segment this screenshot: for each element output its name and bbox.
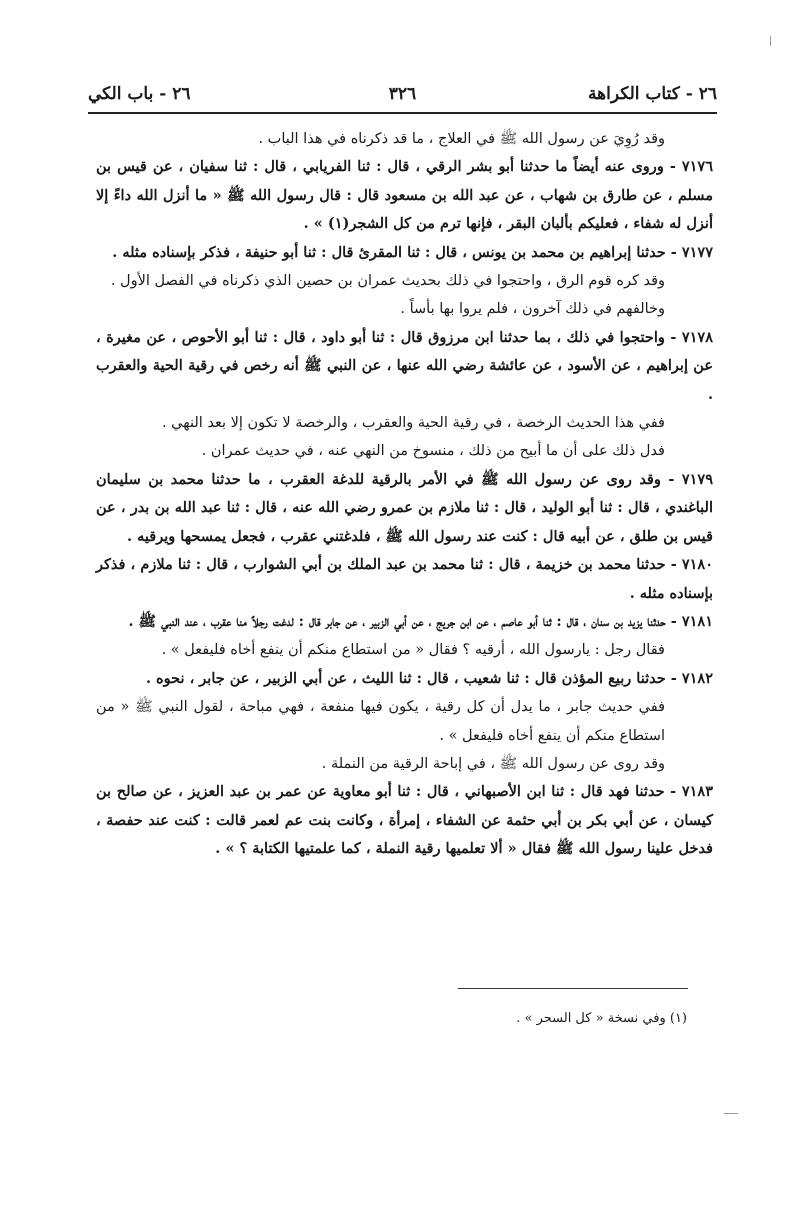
paragraph: وقد رُوِيَ عن رسول الله ﷺ في العلاج ، ما قد ذكرناه في هذا الباب . [258,131,665,147]
paragraph: وقد روى عن رسول الله ﷺ ، في إباحة الرقية من النملة . [321,755,665,772]
paragraph: فدل ذلك على أن ما أبيح من ذلك ، منسوخ من النهي عنه ، في حديث عمران . [201,443,665,460]
hadith-paragraph: ٧١٨١ - حدثنا يزيد بن سنان ، قال : ثنا أبو عاصم ، عن ابن جريج ، عن أبي الزبير ، عن جابر قال : لدغت رجلاً منا عقرب ، عند النبي ﷺ . [128,612,713,630]
footnote: (١) وفي نسخة « كل السحر » . [516,1011,687,1026]
header-chapter-title: ٢٦ - باب الكي [88,84,191,104]
margin-mark [770,36,773,46]
hadith-paragraph: ٧١٧٨ - واحتجوا في ذلك ، بما حدثنا ابن مرزوق قال : ثنا أبو داود ، قال : ثنا أبو الأحوص ، عن مغيرة ، عن إبراهيم ، عن الأسود ، عن عائشة رضي الله عنها ، عن النبي ﷺ أنه رخص في رقية الحية والعقرب . [96,328,713,403]
paragraph: ففي هذا الحديث الرخصة ، في رقية الحية والعقرب ، والرخصة لا تكون إلا بعد النهي . [161,415,665,432]
hadith-paragraph: ٧١٧٦ - وروى عنه أيضاً ما حدثنا أبو بشر الرقي ، قال : ثنا الفريابي ، قال : ثنا سفيان ، عن قيس بن مسلم ، عن طارق بن شهاب ، عن عبد الله بن مسعود قال : قال رسول الله ﷺ « ما أنزل الله داءً إلا أنزل له شفاء ، فعليكم بألبان البقر ، فإنها ترم من كل الشجر(١) » . [96,158,713,233]
footnote-rule [458,988,688,989]
hadith-paragraph: ٧١٨٢ - حدثنا ربيع المؤذن قال : ثنا شعيب ، قال : ثنا الليث ، عن أبي الزبير ، عن جابر ، نحوه . [145,669,713,687]
paragraph: ففي حديث جابر ، ما يدل أن كل رقية ، يكون فيها منفعة ، فهي مباحة ، لقول النبي ﷺ « من استطاع منكم أن ينفع أخاه فليفعل » . [96,699,665,744]
paragraph: وخالفهم في ذلك آخرون ، فلم يروا بها بأساً . [400,301,665,318]
header-book-title: ٢٦ - كتاب الكراهة [588,84,717,104]
hadith-paragraph: ٧١٧٩ - وقد روى عن رسول الله ﷺ في الأمر بالرقية للدغة العقرب ، ما حدثنا محمد بن سليمان الباغندي ، قال : ثنا أبو الوليد ، قال : ثنا ملازم بن عمرو رضي الله عنه ، قال : ثنا عبد الله بن بدر ، عن قيس بن طلق ، عن أبيه قال : كنت عند رسول الله ﷺ ، فلدغتني عقرب ، فجعل يمسحها ويرقيه . [96,470,713,545]
paragraph: فقال رجل : يارسول الله ، أرقيه ؟ فقال « من استطاع منكم أن ينفع أخاه فليفعل » . [161,642,665,659]
running-header [88,84,717,112]
hadith-paragraph: ٧١٨٣ - حدثنا فهد قال : ثنا ابن الأصبهاني ، قال : ثنا أبو معاوية عن عمر بن عبد العزيز ، عن صالح بن كيسان ، عن أبي بكر بن أبي حثمة عن الشفاء ، إمرأة ، وكانت بنت عم لعمر قالت : كنت عند حفصة ، فدخل علينا رسول الله ﷺ فقال « ألا تعلميها رقية النملة ، كما علمتيها الكتابة ؟ » . [96,783,713,858]
header-rule [88,112,717,114]
hadith-paragraph: ٧١٨٠ - حدثنا محمد بن خزيمة ، قال : ثنا محمد بن عبد الملك بن أبي الشوارب ، قال : ثنا ملازم ، فذكر بإسناده مثله . [96,556,713,602]
margin-mark [724,1113,738,1114]
paragraph: وقد كره قوم الرق ، واحتجوا في ذلك بحديث عمران بن حصين الذي ذكرناه في الفصل الأول . [110,273,665,290]
hadith-paragraph: ٧١٧٧ - حدثنا إبراهيم بن محمد بن يونس ، قال : ثنا المقرئ قال : ثنا أبو حنيفة ، فذكر بإسناده مثله . [112,243,713,261]
main-text [96,125,713,864]
page-number: ٣٢٦ [388,84,417,104]
